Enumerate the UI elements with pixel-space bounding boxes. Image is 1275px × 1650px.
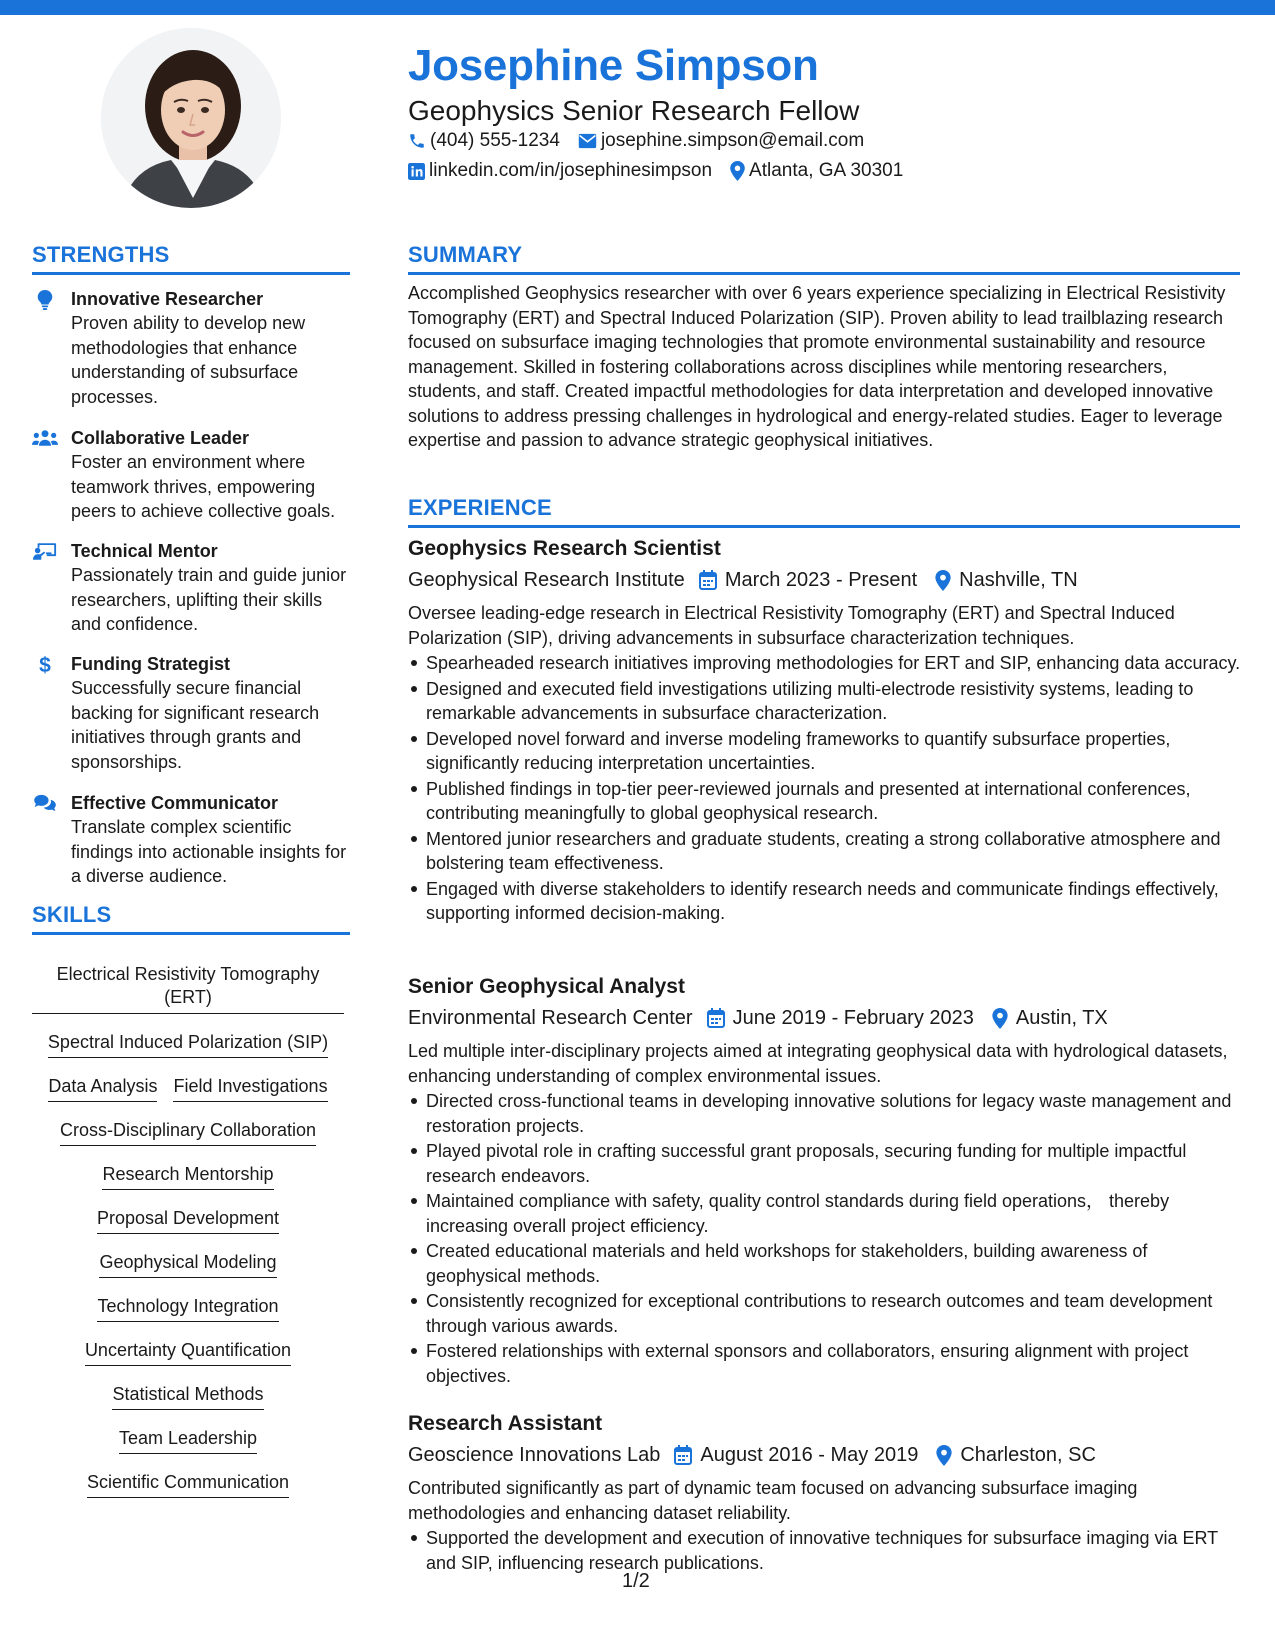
skill-tag: Data Analysis: [48, 1075, 157, 1102]
summary-heading: SUMMARY: [408, 242, 523, 267]
calendar-icon: [699, 570, 717, 590]
job-bullets: [408, 1526, 1243, 1575]
map-pin-icon: [992, 1008, 1008, 1029]
skill-line: [32, 1207, 344, 1234]
skill-line: [32, 1471, 344, 1498]
skills-rule: [32, 932, 350, 935]
job-location: Charleston, SC: [960, 1443, 1096, 1466]
calendar-icon: [707, 1008, 725, 1028]
job-role: Geophysics Research Scientist: [408, 537, 721, 560]
skill-tag: Proposal Development: [97, 1207, 279, 1234]
skill-tag: Spectral Induced Polarization (SIP): [48, 1031, 328, 1058]
strengths-heading: STRENGTHS: [32, 242, 170, 267]
phone-item: [408, 130, 560, 152]
map-pin-icon: [936, 1445, 952, 1466]
skill-tag: Research Mentorship: [102, 1163, 273, 1190]
job-desc: Oversee leading-edge research in Electrical Resistivity Tomography (ERT) and Spectral Induced Polarization (SIP), driving advancements in subsurface characterization techniques.: [408, 603, 1175, 648]
phone-icon: [408, 132, 426, 150]
contact-row-1: [408, 130, 882, 152]
strength-desc: Passionately train and guide junior researchers, uplifting their skills and confidence.: [71, 565, 347, 634]
job-desc: Contributed significantly as part of dynamic team focused on advancing subsurface imaging methodologies and enhancing dataset reliability.: [408, 1478, 1138, 1523]
skill-line: [32, 1031, 344, 1058]
job-bullet: Supported the development and execution of innovative techniques for subsurface imaging via ERT and SIP, influencing research publications.: [408, 1526, 1243, 1575]
strength-item: [32, 540, 352, 637]
users-icon: [32, 429, 58, 451]
comments-icon: [32, 794, 58, 816]
location-text: Atlanta, GA 30301: [749, 160, 904, 181]
skill-line: [32, 1427, 344, 1454]
job-desc: Led multiple inter-disciplinary projects aimed at integrating geophysical data with hydrological datasets, enhancing understanding of complex environmental issues.: [408, 1041, 1228, 1086]
job-org: Environmental Research Center: [408, 1006, 693, 1029]
job-bullet: Played pivotal role in crafting successful grant proposals, securing funding for multiple impactful research endeavors.: [408, 1139, 1243, 1188]
job-role: Research Assistant: [408, 1412, 603, 1435]
job-bullet: Maintained compliance with safety, quality control standards during field operations， thereby increasing overall project efficiency.: [408, 1189, 1243, 1238]
job-bullet: Designed and executed field investigations utilizing multi-electrode resistivity systems, leading to remarkable advancements in subsurface characterization.: [408, 677, 1243, 726]
job-dates: March 2023 - Present: [724, 568, 918, 591]
job-meta: [408, 567, 1243, 593]
strength-item: [32, 792, 352, 889]
strength-item: [32, 653, 352, 774]
strength-desc: Successfully secure financial backing for significant research initiatives through grants and sponsorships.: [71, 678, 320, 772]
job-bullet: Spearheaded research initiatives improving methodologies for ERT and SIP, enhancing data accuracy.: [408, 651, 1243, 676]
strength-title: Funding Strategist: [71, 654, 230, 674]
job-location: Austin, TX: [1015, 1006, 1108, 1029]
summary-rule: [408, 272, 1240, 275]
job-bullet: Developed novel forward and inverse modeling frameworks to quantify subsurface properties, significantly reducing interpretation uncertainties.: [408, 727, 1243, 776]
skill-line: [32, 1163, 344, 1190]
envelope-icon: [578, 133, 597, 149]
skills-heading: SKILLS: [32, 902, 112, 927]
strength-desc: Translate complex scientific findings into actionable insights for a diverse audience.: [71, 817, 347, 886]
skill-line: [32, 1383, 344, 1410]
job-meta: [408, 1442, 1243, 1468]
job-bullets: [408, 1089, 1243, 1388]
job-bullet: Consistently recognized for exceptional contributions to research outcomes and team development through various awards.: [408, 1289, 1243, 1338]
summary-text: Accomplished Geophysics researcher with over 6 years experience specializing in Electrical Resistivity Tomography (ERT) and Spectral Induced Polarization (SIP). Proven ability to lead trailblazing research focused on subsurface imaging technologies that promote environmental sustainability and resource management. Skilled in fostering collaborations across disciplines while mentoring researchers, students, and staff. Created impactful methodologies for data interpretation and developed innovative solutions to address pressing challenges in hydrological and energy-related studies. Eager to leverage expertise and passion to advance strategic geophysical initiatives.: [408, 283, 1226, 450]
map-pin-icon: [935, 570, 951, 591]
top-accent-bar: [0, 0, 1275, 15]
strength-title: Collaborative Leader: [71, 428, 250, 448]
job-bullet: Created educational materials and held workshops for stakeholders, building awareness of geophysical methods.: [408, 1239, 1243, 1288]
job-dates: June 2019 - February 2023: [732, 1006, 974, 1029]
strength-item: [32, 427, 352, 524]
job-location: Nashville, TN: [959, 568, 1078, 591]
strength-desc: Foster an environment where teamwork thrives, empowering peers to achieve collective goals.: [71, 452, 336, 521]
job-role: Senior Geophysical Analyst: [408, 975, 685, 998]
email-item[interactable]: [578, 130, 864, 152]
email-text[interactable]: josephine.simpson@email.com: [600, 130, 865, 151]
location-item: [730, 160, 903, 182]
skill-tag: Geophysical Modeling: [99, 1251, 276, 1278]
job-bullets: [408, 651, 1243, 926]
skill-line: [32, 1075, 344, 1102]
dollar-icon: $: [39, 654, 51, 677]
skill-line: [32, 1251, 344, 1278]
skill-line: [32, 1295, 344, 1322]
skill-tag: Technology Integration: [97, 1295, 278, 1322]
job-org: Geophysical Research Institute: [408, 568, 685, 591]
experience-heading: EXPERIENCE: [408, 495, 552, 520]
linkedin-icon: [408, 163, 425, 180]
job-bullet: Engaged with diverse stakeholders to identify research needs and communicate findings effectively, supporting informed decision-making.: [408, 877, 1243, 926]
experience-entry: [408, 974, 1243, 1388]
experience-entry: [408, 1411, 1243, 1575]
skill-line: [32, 1119, 344, 1146]
strength-title: Effective Communicator: [71, 793, 279, 813]
linkedin-item[interactable]: [408, 160, 712, 182]
phone-text: (404) 555-1234: [430, 130, 560, 151]
skill-tag: Field Investigations: [173, 1075, 327, 1102]
calendar-icon: [674, 1445, 692, 1465]
strength-desc: Proven ability to develop new methodologies that enhance understanding of subsurface processes.: [71, 313, 306, 407]
skill-line: [32, 963, 344, 1014]
candidate-title: Geophysics Senior Research Fellow: [408, 95, 860, 126]
job-meta: [408, 1005, 1243, 1031]
linkedin-text[interactable]: linkedin.com/in/josephinesimpson: [429, 160, 713, 181]
chalkboard-teacher-icon: [32, 542, 58, 564]
skill-tag: Cross-Disciplinary Collaboration: [60, 1119, 316, 1146]
skill-tag: Uncertainty Quantification: [85, 1339, 291, 1366]
skill-tag: Scientific Communication: [87, 1471, 289, 1498]
lightbulb-icon: [32, 290, 58, 312]
strength-item: [32, 288, 352, 409]
candidate-name: Josephine Simpson: [408, 41, 819, 90]
job-dates: August 2016 - May 2019: [700, 1443, 919, 1466]
skills-list: [32, 963, 344, 1515]
page-number: 1/2: [622, 1570, 650, 1592]
profile-photo: [101, 28, 281, 208]
experience-entry: [408, 536, 1243, 926]
skill-line: [32, 1339, 344, 1366]
job-bullet: Fostered relationships with external sponsors and collaborators, ensuring alignment with project objectives.: [408, 1339, 1243, 1388]
skill-tag: Statistical Methods: [112, 1383, 263, 1410]
contact-row-2: [408, 160, 921, 182]
skill-tag: Electrical Resistivity Tomography (ERT): [32, 963, 344, 1014]
job-bullet: Mentored junior researchers and graduate students, creating a strong collaborative atmosphere and bolstering team effectiveness.: [408, 827, 1243, 876]
experience-rule: [408, 525, 1240, 528]
map-pin-icon: [730, 161, 745, 181]
strength-title: Technical Mentor: [71, 541, 218, 561]
job-bullet: Published findings in top-tier peer-reviewed journals and presented at international conferences, contributing meaningfully to global geophysical research.: [408, 777, 1243, 826]
strengths-rule: [32, 272, 350, 275]
job-org: Geoscience Innovations Lab: [408, 1443, 661, 1466]
skill-tag: Team Leadership: [119, 1427, 257, 1454]
strength-title: Innovative Researcher: [71, 289, 264, 309]
job-bullet: Directed cross-functional teams in developing innovative solutions for legacy waste management and restoration projects.: [408, 1089, 1243, 1138]
